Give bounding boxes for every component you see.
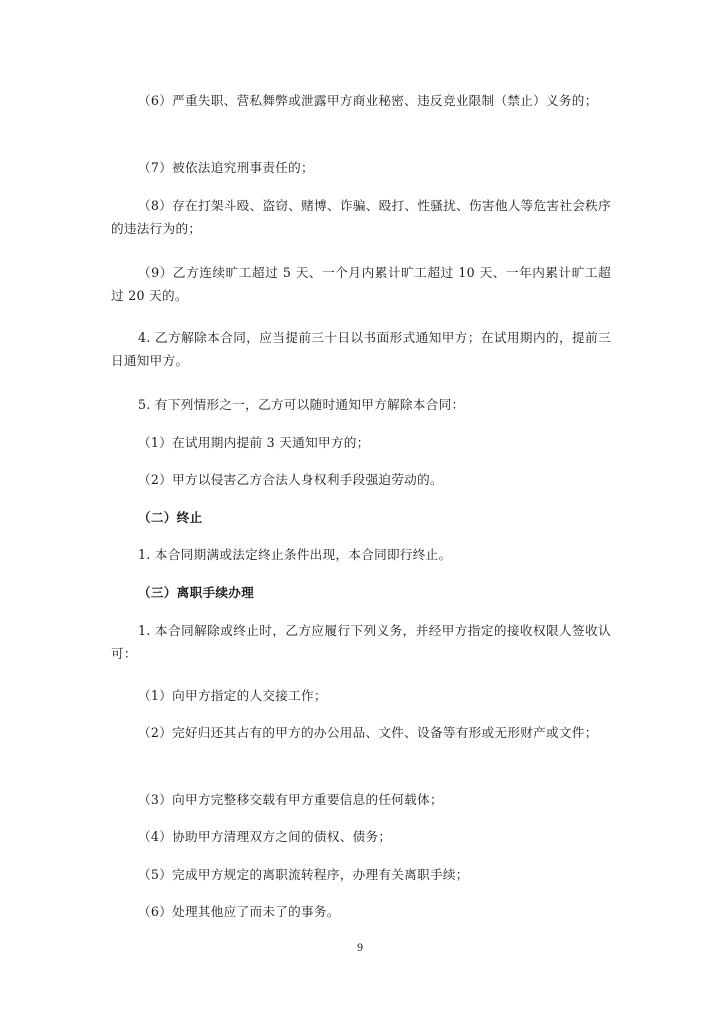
paragraph-7: （1）在试用期内提前 3 天通知甲方的； [138, 435, 370, 450]
paragraph-2: （7）被依法追究刑事责任的； [138, 160, 314, 175]
section-heading-termination: （二）终止 [138, 510, 203, 525]
section-heading-resignation: （三）离职手续办理 [138, 585, 255, 600]
paragraph-4: （9）乙方连续旷工超过 5 天、一个月内累计旷工超过 10 天、一年内累计旷工超过 20 天的。 [111, 265, 611, 303]
paragraph-16: （4）协助甲方清理双方之间的债权、债务； [138, 829, 392, 844]
paragraph-3: （8）存在打架斗殴、盗窃、赌博、诈骗、殴打、性骚扰、伤害他人等危害社会秩序的违法行为的； [111, 198, 611, 236]
paragraph-1: （6）严重失职、营私舞弊或泄露甲方商业秘密、违反竞业限制（禁止）义务的； [138, 93, 598, 108]
paragraph-12: 1. 本合同解除或终止时，乙方应履行下列义务，并经甲方指定的接收权限人签收认可： [111, 623, 611, 661]
paragraph-5: 4. 乙方解除本合同，应当提前三十日以书面形式通知甲方；在试用期内的，提前三日通知甲方。 [111, 330, 611, 368]
page-number: 9 [356, 943, 364, 954]
paragraph-8: （2）甲方以侵害乙方合法人身权利手段强迫劳动的。 [138, 472, 443, 487]
paragraph-18: （6）处理其他应了而未了的事务。 [138, 904, 340, 919]
paragraph-14: （2）完好归还其占有的甲方的办公用品、文件、设备等有形或无形财产或文件； [138, 725, 598, 740]
paragraph-17: （5）完成甲方规定的离职流转程序，办理有关离职手续； [138, 867, 469, 882]
paragraph-6: 5. 有下列情形之一，乙方可以随时通知甲方解除本合同： [138, 397, 465, 412]
paragraph-10: 1. 本合同期满或法定终止条件出现，本合同即行终止。 [138, 547, 452, 562]
paragraph-15: （3）向甲方完整移交载有甲方重要信息的任何载体； [138, 792, 443, 807]
paragraph-13: （1）向甲方指定的人交接工作； [138, 688, 327, 703]
